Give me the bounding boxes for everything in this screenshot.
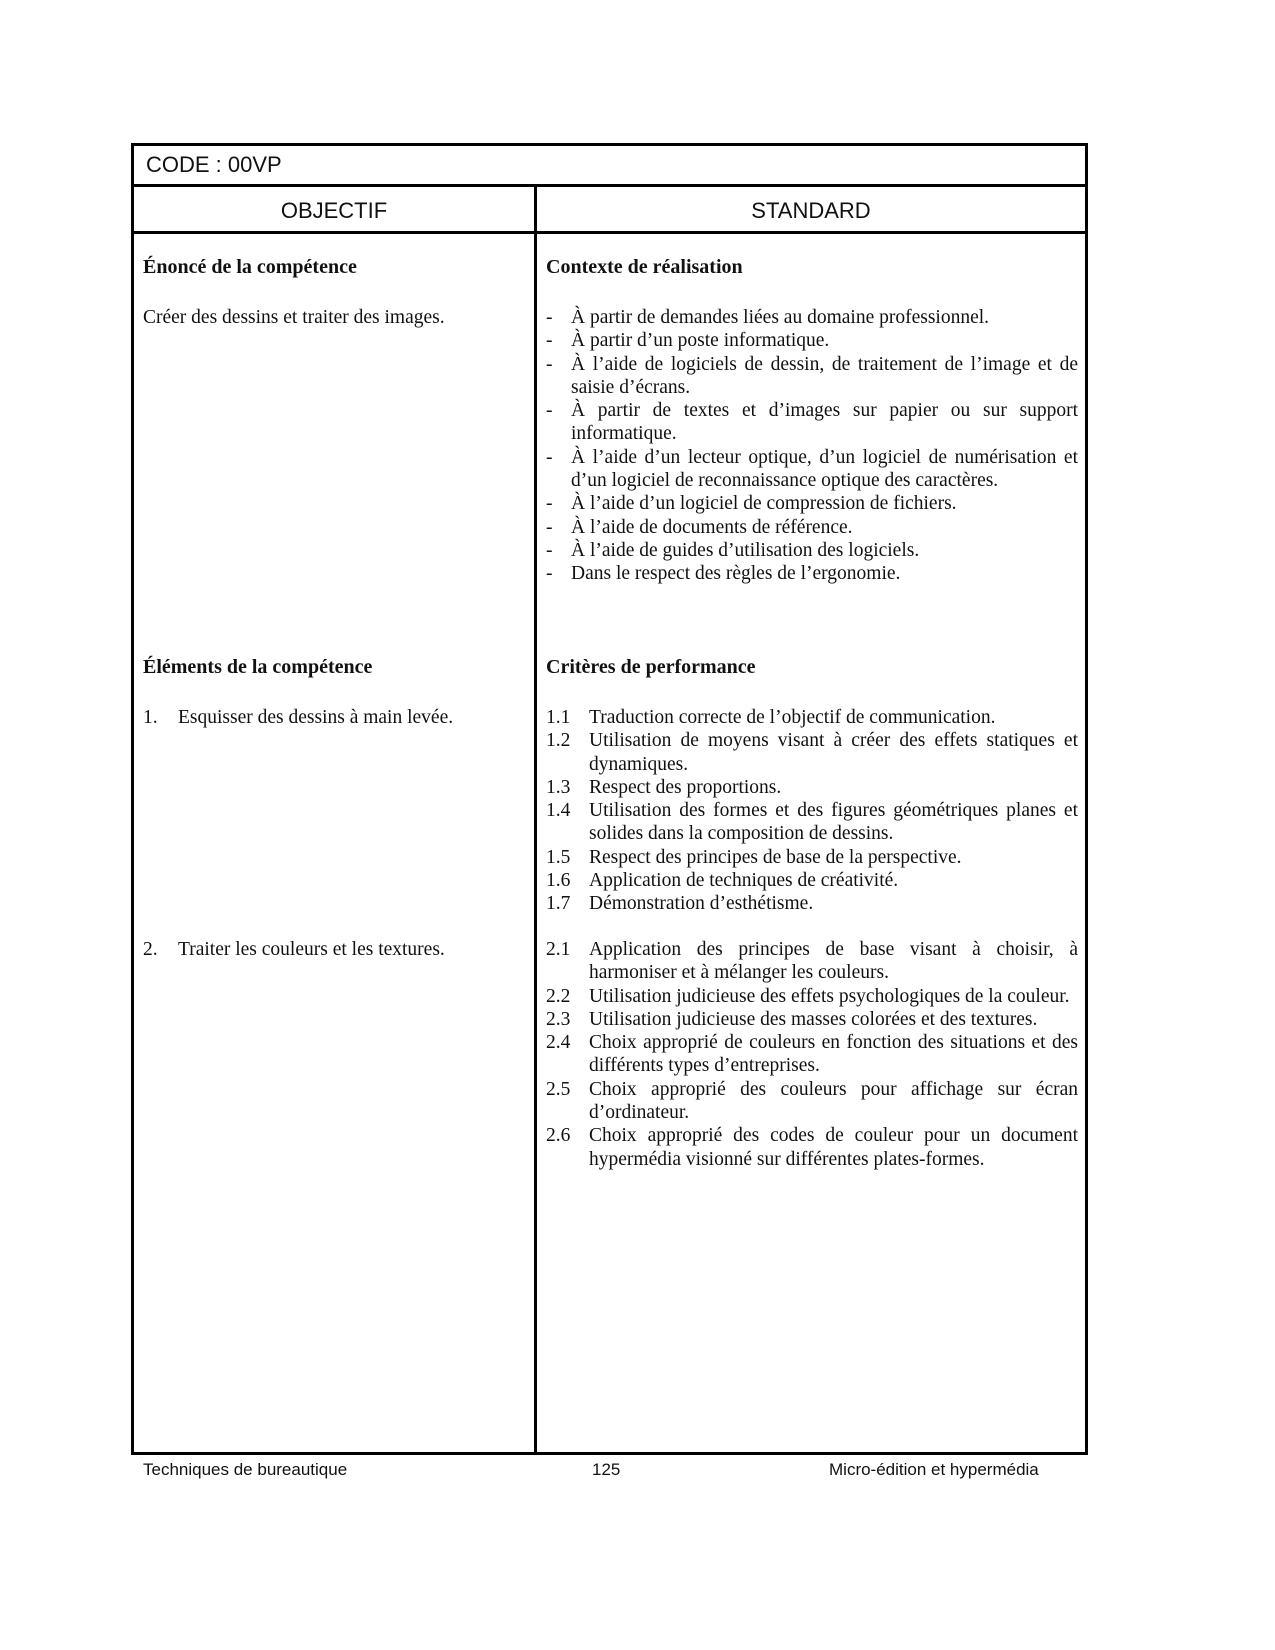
list-text: À l’aide de logiciels de dessin, de traitement de l’image et de saisie d’écrans. xyxy=(571,353,1078,398)
contexte-item xyxy=(546,446,1078,493)
critere-item xyxy=(546,938,1078,985)
divider xyxy=(134,184,1085,187)
list-marker: 2.2 xyxy=(546,985,571,1007)
list-marker: 2.5 xyxy=(546,1078,571,1100)
list-text: Application de techniques de créativité. xyxy=(589,870,899,892)
list-text: Utilisation judicieuse des effets psychologiques de la couleur. xyxy=(589,985,1070,1007)
contexte-list xyxy=(546,306,1078,586)
list-text: À l’aide de documents de référence. xyxy=(571,516,853,538)
code-label: CODE : 00VP xyxy=(146,152,282,177)
list-marker: - xyxy=(546,330,553,352)
list-text: Dans le respect des règles de l’ergonomie. xyxy=(571,563,901,585)
contexte-item xyxy=(546,562,1078,585)
list-marker: 2.3 xyxy=(546,1008,571,1030)
contexte-item xyxy=(546,516,1078,539)
list-marker: - xyxy=(546,446,553,468)
list-marker: - xyxy=(546,353,553,375)
list-text: Choix approprié des couleurs pour affichage sur écran d’ordinateur. xyxy=(589,1078,1078,1124)
list-text: Traduction correcte de l’objectif de communication. xyxy=(589,707,996,728)
list-text: Respect des principes de base de la perspective. xyxy=(589,846,962,868)
list-marker: 1.4 xyxy=(546,800,571,822)
criteres-list-1 xyxy=(546,706,1078,916)
element-number: 1. xyxy=(143,707,158,728)
list-marker: - xyxy=(546,493,553,515)
contexte-item xyxy=(546,399,1078,446)
contexte-item xyxy=(546,353,1078,400)
list-marker: 1.7 xyxy=(546,893,571,915)
footer-right: Micro-édition et hypermédia xyxy=(829,1460,1039,1479)
critere-item xyxy=(546,799,1078,846)
list-marker: 1.5 xyxy=(546,846,571,868)
list-marker: - xyxy=(546,400,553,422)
element-number: 2. xyxy=(143,939,158,960)
list-text: Utilisation de moyens visant à créer des effets statiques et dynamiques. xyxy=(589,730,1078,775)
critere-item xyxy=(546,892,1078,915)
element-text: Traiter les couleurs et les textures. xyxy=(178,939,445,960)
list-marker: 1.6 xyxy=(546,870,571,892)
divider xyxy=(134,231,1085,234)
list-marker: 2.6 xyxy=(546,1125,571,1147)
list-marker: - xyxy=(546,563,553,585)
list-text: Application des principes de base visant à choisir, à harmoniser et à mélanger les couleurs. xyxy=(589,939,1078,984)
contexte-title: Contexte de réalisation xyxy=(546,256,743,278)
list-text: Choix approprié des codes de couleur pour un document hypermédia visionné sur différentes plates-formes. xyxy=(589,1125,1078,1170)
critere-item xyxy=(546,846,1078,869)
criteres-list-2 xyxy=(546,938,1078,1171)
critere-item xyxy=(546,1124,1078,1171)
page-number: 125 xyxy=(592,1460,621,1479)
list-text: À l’aide d’un lecteur optique, d’un logiciel de numérisation et d’un logiciel de reconnaissance optique des caractères. xyxy=(571,446,1078,492)
contexte-item xyxy=(546,306,1078,329)
list-text: Démonstration d’esthétisme. xyxy=(589,893,814,915)
list-marker: 2.1 xyxy=(546,939,571,960)
list-marker: - xyxy=(546,539,553,561)
elements-title: Éléments de la compétence xyxy=(143,656,373,678)
list-marker: 1.3 xyxy=(546,776,571,798)
list-text: À l’aide d’un logiciel de compression de fichiers. xyxy=(571,493,957,515)
critere-item xyxy=(546,985,1078,1008)
enonce-text: Créer des dessins et traiter des images. xyxy=(143,307,445,328)
objectif-header: OBJECTIF xyxy=(280,198,388,223)
contexte-item xyxy=(546,329,1078,352)
list-text: À partir de textes et d’images sur papier ou sur support informatique. xyxy=(571,400,1078,445)
element-item xyxy=(143,938,445,961)
standard-header: STANDARD xyxy=(751,198,871,223)
critere-item xyxy=(546,869,1078,892)
list-text: À l’aide de guides d’utilisation des logiciels. xyxy=(571,539,920,561)
list-marker: 1.2 xyxy=(546,730,571,752)
list-marker: 1.1 xyxy=(546,707,571,728)
contexte-item xyxy=(546,492,1078,515)
critere-item xyxy=(546,729,1078,776)
element-item xyxy=(143,706,454,729)
list-text: À partir d’un poste informatique. xyxy=(571,330,830,352)
list-text: À partir de demandes liées au domaine professionnel. xyxy=(571,307,990,328)
list-marker: 2.4 xyxy=(546,1032,571,1054)
element-text: Esquisser des dessins à main levée. xyxy=(178,707,454,728)
list-text: Respect des proportions. xyxy=(589,776,782,798)
criteres-title: Critères de performance xyxy=(546,656,756,678)
list-marker: - xyxy=(546,516,553,538)
contexte-item xyxy=(546,539,1078,562)
list-text: Choix approprié de couleurs en fonction des situations et des différents types d’entreprises. xyxy=(589,1032,1078,1077)
critere-item xyxy=(546,1031,1078,1078)
critere-item xyxy=(546,776,1078,799)
critere-item xyxy=(546,1078,1078,1125)
critere-item xyxy=(546,706,1078,729)
enonce-title: Énoncé de la compétence xyxy=(143,256,357,278)
footer-left: Techniques de bureautique xyxy=(143,1460,348,1479)
list-text: Utilisation des formes et des figures géométriques planes et solides dans la composition de dessins. xyxy=(589,800,1078,845)
list-text: Utilisation judicieuse des masses colorées et des textures. xyxy=(589,1008,1038,1030)
list-marker: - xyxy=(546,307,553,328)
column-divider xyxy=(534,187,537,1452)
critere-item xyxy=(546,1008,1078,1031)
